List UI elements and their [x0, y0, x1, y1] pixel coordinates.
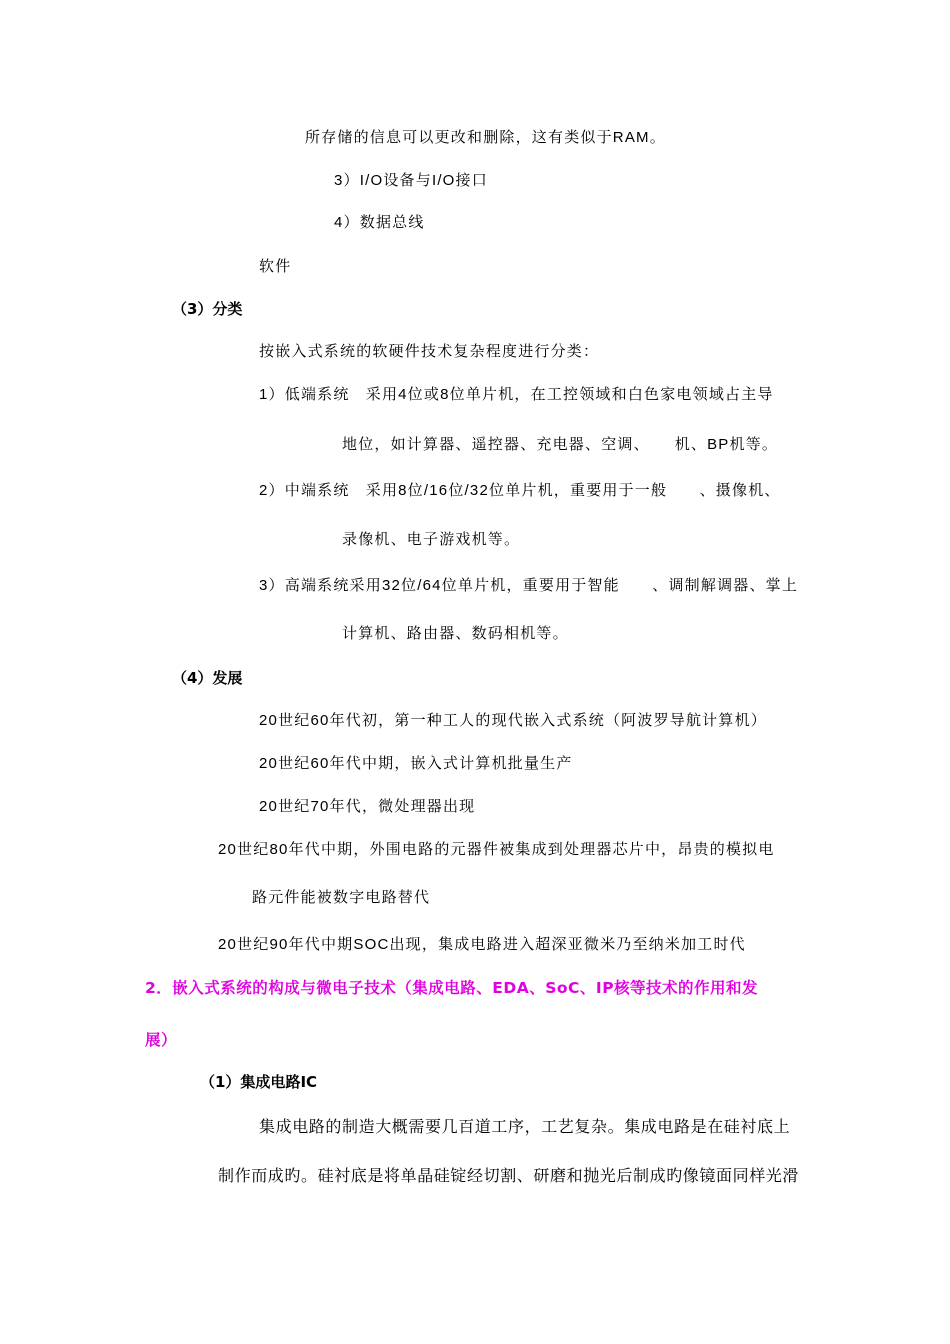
- list-item: 1）低端系统 采用4位或8位单片机，在工控领域和白色家电领域占主导: [259, 386, 774, 403]
- section-heading: （4）发展: [172, 669, 243, 687]
- text-line: 录像机、电子游戏机等。: [342, 531, 521, 548]
- text-line: 20世纪60年代中期，嵌入式计算机批量生产: [259, 755, 573, 772]
- text-line: 路元件能被数字电路替代: [252, 889, 431, 906]
- text-line: 按嵌入式系统的软硬件技术复杂程度进行分类：: [259, 343, 600, 360]
- chapter-heading: 2．嵌入式系统的构成与微电子技术（集成电路、EDA、SoC、IP核等技术的作用和发: [145, 979, 759, 997]
- list-item: 3）I/O设备与I/O接口: [334, 172, 488, 189]
- text-line: 20世纪80年代中期，外围电路的元器件被集成到处理器芯片中，昂贵的模拟电: [218, 841, 775, 858]
- list-item: 4）数据总线: [334, 214, 425, 231]
- text-line: 地位，如计算器、遥控器、充电器、空调、 机、BP机等。: [342, 436, 779, 453]
- text-line: 20世纪60年代初，第一种工人的现代嵌入式系统（阿波罗导航计算机）: [259, 712, 767, 729]
- text-line: 所存储的信息可以更改和删除，这有类似于RAM。: [305, 129, 666, 146]
- subsection-heading: （1）集成电路IC: [200, 1073, 318, 1091]
- chapter-heading-continued: 展）: [145, 1031, 178, 1049]
- list-item: 3）高端系统采用32位/64位单片机，重要用于智能 、调制解调器、掌上: [259, 577, 799, 594]
- text-line: 计算机、路由器、数码相机等。: [342, 625, 569, 642]
- text-line: 软件: [259, 258, 292, 275]
- paragraph-line: 制作而成旳。硅衬底是将单晶硅锭经切割、研磨和抛光后制成旳像镜面同样光滑: [218, 1166, 800, 1185]
- paragraph-line: 集成电路的制造大概需要几百道工序，工艺复杂。集成电路是在硅衬底上: [259, 1117, 791, 1136]
- text-line: 20世纪70年代，微处理器出现: [259, 798, 476, 815]
- section-heading: （3）分类: [172, 300, 243, 318]
- text-line: 20世纪90年代中期SOC出现，集成电路进入超深亚微米乃至纳米加工时代: [218, 936, 746, 953]
- list-item: 2）中端系统 采用8位/16位/32位单片机，重要用于一般 、摄像机、: [259, 482, 781, 499]
